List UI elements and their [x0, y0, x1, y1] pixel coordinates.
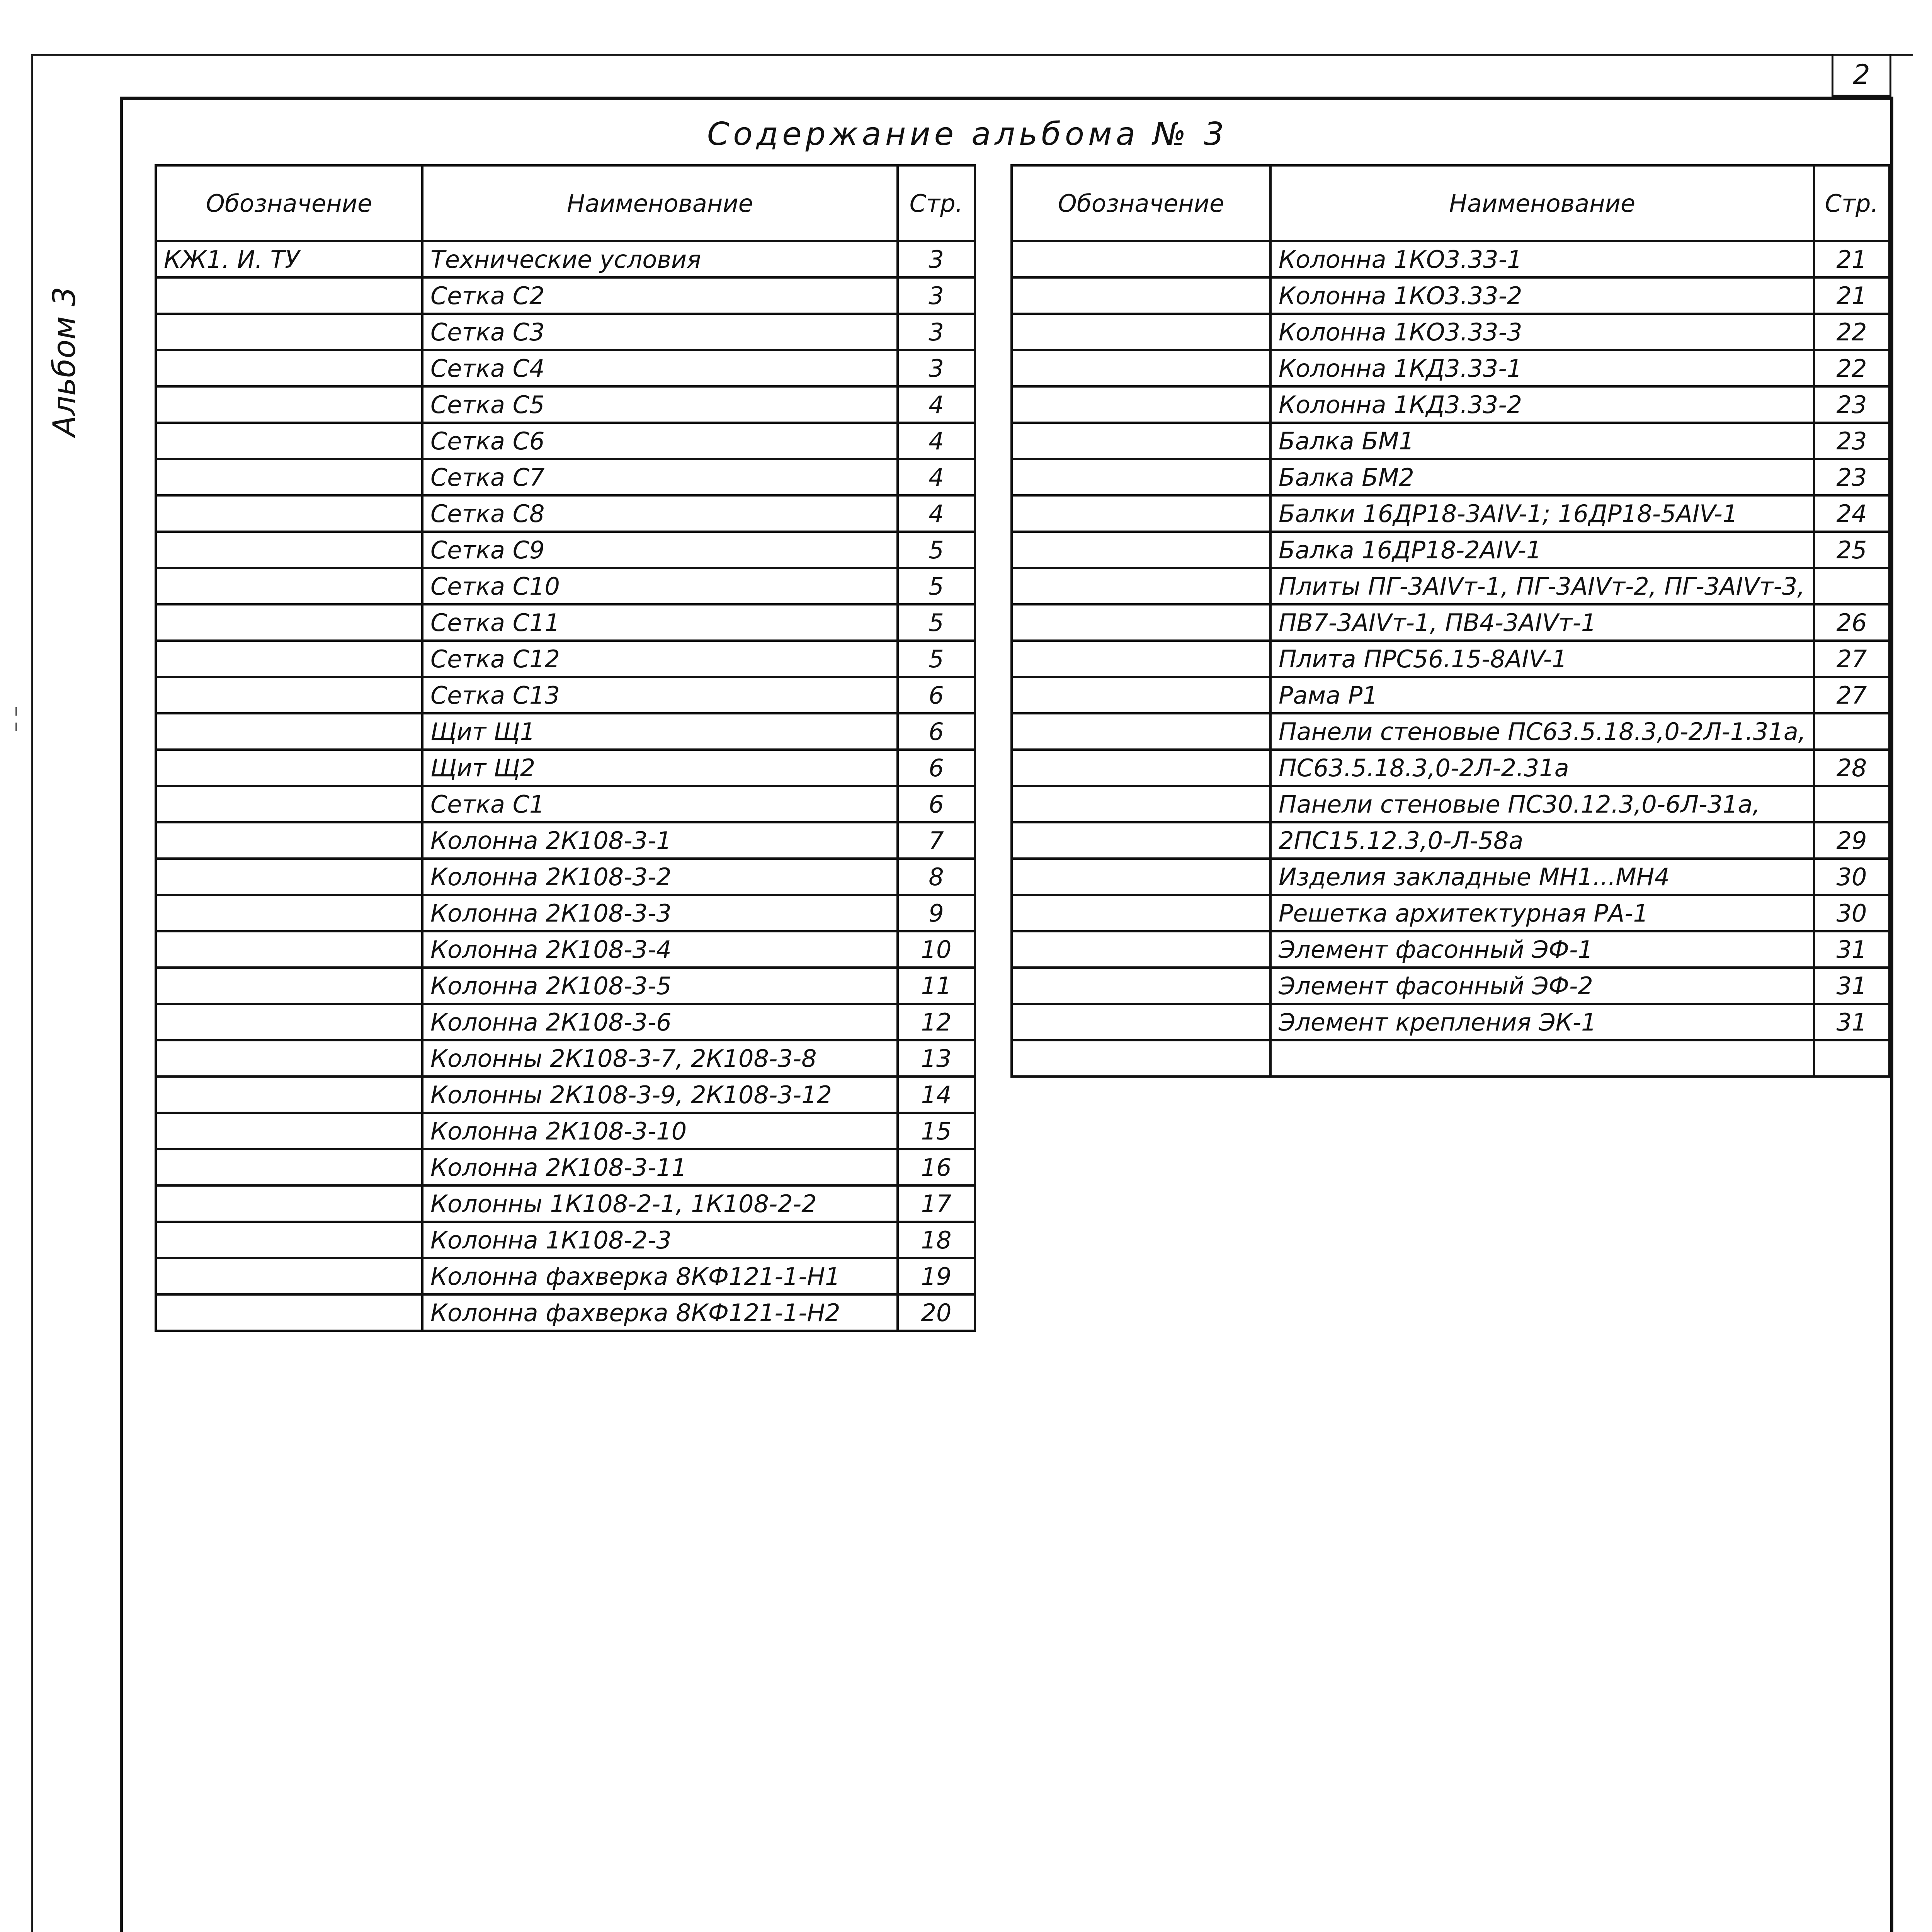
header-name: Наименование: [422, 165, 898, 241]
table-row: [156, 895, 975, 931]
cell-name: Рама Р1: [1270, 677, 1814, 713]
cell-page: 10: [898, 931, 975, 968]
cell-designation: [156, 423, 422, 459]
cell-designation: [156, 1222, 422, 1258]
cell-name: Панели стеновые ПС63.5.18.3,0-2Л-1.31а,: [1270, 713, 1814, 750]
table-row: [156, 1185, 975, 1222]
cell-page: 19: [898, 1258, 975, 1294]
cell-designation: [1012, 1004, 1270, 1040]
toc-table-right: [1010, 164, 1891, 1078]
cell-page: 31: [1814, 931, 1889, 968]
table-row: [156, 1113, 975, 1149]
table-row: [156, 350, 975, 386]
cell-designation: [156, 1149, 422, 1185]
cell-name: Плиты ПГ-3АIVт-1, ПГ-3АIVт-2, ПГ-3АIVт-3,: [1270, 568, 1814, 604]
cell-page: 18: [898, 1222, 975, 1258]
table-row: [156, 604, 975, 641]
cell-designation: [156, 277, 422, 314]
cell-page: 5: [898, 532, 975, 568]
cell-designation: [156, 786, 422, 822]
table-row: [1012, 277, 1889, 314]
cell-name: Сетка С3: [422, 314, 898, 350]
cell-page: 4: [898, 459, 975, 495]
cell-page: 6: [898, 713, 975, 750]
cell-name: Технические условия: [422, 241, 898, 277]
cell-page: 31: [1814, 1004, 1889, 1040]
cell-name: Элемент крепления ЭК-1: [1270, 1004, 1814, 1040]
cell-name: 2ПС15.12.3,0-Л-58а: [1270, 822, 1814, 859]
table-row: [156, 822, 975, 859]
table-row: [156, 677, 975, 713]
cell-name: Сетка С6: [422, 423, 898, 459]
table-row: [1012, 677, 1889, 713]
cell-page: 5: [898, 568, 975, 604]
table-row: [156, 1077, 975, 1113]
table-row: [1012, 495, 1889, 532]
cell-page: 30: [1814, 859, 1889, 895]
cell-designation: [156, 677, 422, 713]
cell-designation: [1012, 350, 1270, 386]
table-row: [1012, 604, 1889, 641]
cell-designation: [1012, 641, 1270, 677]
table-row: [1012, 459, 1889, 495]
cell-designation: [156, 750, 422, 786]
table-row: [156, 1040, 975, 1077]
cell-page: 3: [898, 350, 975, 386]
cell-designation: [156, 495, 422, 532]
cell-name: Балка БМ2: [1270, 459, 1814, 495]
cell-designation: [156, 713, 422, 750]
cell-page: 15: [898, 1113, 975, 1149]
cell-name: Колонна 2К108-3-1: [422, 822, 898, 859]
cell-page: 16: [898, 1149, 975, 1185]
table-row: [156, 641, 975, 677]
cell-name: Сетка С4: [422, 350, 898, 386]
table-row: [156, 859, 975, 895]
table-row: [1012, 931, 1889, 968]
cell-name: Сетка С8: [422, 495, 898, 532]
cell-designation: [156, 1258, 422, 1294]
cell-name: Колонна 2К108-3-4: [422, 931, 898, 968]
cell-name: Колонны 2К108-3-9, 2К108-3-12: [422, 1077, 898, 1113]
cell-page: 30: [1814, 895, 1889, 931]
cell-name: Колонна 2К108-3-11: [422, 1149, 898, 1185]
cell-name: Колонна 2К108-3-3: [422, 895, 898, 931]
cell-name: Сетка С11: [422, 604, 898, 641]
cell-designation: [156, 459, 422, 495]
cell-designation: [156, 1077, 422, 1113]
cell-page: 20: [898, 1294, 975, 1331]
cell-designation: [156, 895, 422, 931]
cell-designation: [1012, 859, 1270, 895]
cell-name: Сетка С12: [422, 641, 898, 677]
table-row: [156, 423, 975, 459]
table-row: [1012, 532, 1889, 568]
cell-designation: [1012, 968, 1270, 1004]
table-row: [156, 750, 975, 786]
cell-designation: [156, 1185, 422, 1222]
cell-name: Колонна 1КД3.33-1: [1270, 350, 1814, 386]
cell-designation: [1012, 423, 1270, 459]
table-row: [156, 495, 975, 532]
table-row: [1012, 641, 1889, 677]
cell-page: [1814, 786, 1889, 822]
table-row: [1012, 423, 1889, 459]
page-title: Содержание альбома № 3: [707, 116, 1228, 153]
cell-designation: [1012, 459, 1270, 495]
table-row: [156, 386, 975, 423]
cell-designation: [1012, 241, 1270, 277]
cell-page: 6: [898, 750, 975, 786]
cell-designation: [156, 386, 422, 423]
page-number: 2: [1832, 54, 1891, 97]
cell-name: Колонна 1КО3.33-1: [1270, 241, 1814, 277]
table-row: [1012, 568, 1889, 604]
cell-page: 29: [1814, 822, 1889, 859]
cell-page: [1814, 1040, 1889, 1077]
cell-designation: [1012, 822, 1270, 859]
cell-name: Решетка архитектурная РА-1: [1270, 895, 1814, 931]
table-row: [1012, 314, 1889, 350]
margin-tick: [15, 707, 17, 716]
table-row: [1012, 822, 1889, 859]
cell-designation: [156, 641, 422, 677]
cell-name: Колонна 2К108-3-2: [422, 859, 898, 895]
cell-name: Плита ПРС56.15-8АIV-1: [1270, 641, 1814, 677]
cell-page: 17: [898, 1185, 975, 1222]
cell-page: 21: [1814, 277, 1889, 314]
cell-page: 7: [898, 822, 975, 859]
cell-name: Колонны 1К108-2-1, 1К108-2-2: [422, 1185, 898, 1222]
cell-designation: [156, 568, 422, 604]
margin-tick: [15, 723, 17, 731]
table-row: [156, 1004, 975, 1040]
cell-page: [1814, 568, 1889, 604]
cell-page: 26: [1814, 604, 1889, 641]
cell-name: Колонна 1КО3.33-2: [1270, 277, 1814, 314]
cell-name: Колонны 2К108-3-7, 2К108-3-8: [422, 1040, 898, 1077]
cell-designation: [1012, 604, 1270, 641]
table-row: [1012, 350, 1889, 386]
cell-page: 12: [898, 1004, 975, 1040]
cell-page: 5: [898, 604, 975, 641]
header-name: Наименование: [1270, 165, 1814, 241]
table-row: [1012, 786, 1889, 822]
cell-designation: [156, 350, 422, 386]
table-row: [1012, 713, 1889, 750]
table-row: [156, 532, 975, 568]
cell-name: ПВ7-3АIVт-1, ПВ4-3АIVт-1: [1270, 604, 1814, 641]
cell-name: Сетка С7: [422, 459, 898, 495]
cell-designation: [1012, 786, 1270, 822]
cell-name: Сетка С13: [422, 677, 898, 713]
cell-name: Сетка С10: [422, 568, 898, 604]
cell-page: 27: [1814, 641, 1889, 677]
cell-page: 6: [898, 786, 975, 822]
cell-name: Элемент фасонный ЭФ-2: [1270, 968, 1814, 1004]
cell-name: Элемент фасонный ЭФ-1: [1270, 931, 1814, 968]
cell-name: Колонна 2К108-3-6: [422, 1004, 898, 1040]
cell-name: Сетка С2: [422, 277, 898, 314]
table-row: [156, 1258, 975, 1294]
cell-page: 9: [898, 895, 975, 931]
cell-page: 13: [898, 1040, 975, 1077]
cell-name: Изделия закладные МН1...МН4: [1270, 859, 1814, 895]
cell-name: Балки 16ДР18-3АIV-1; 16ДР18-5АIV-1: [1270, 495, 1814, 532]
cell-name: Панели стеновые ПС30.12.3,0-6Л-31а,: [1270, 786, 1814, 822]
table-row: [156, 1149, 975, 1185]
cell-page: 25: [1814, 532, 1889, 568]
cell-name: Колонна 1КО3.33-3: [1270, 314, 1814, 350]
cell-designation: [1012, 931, 1270, 968]
cell-page: 3: [898, 277, 975, 314]
table-row: [1012, 1040, 1889, 1077]
cell-designation: [156, 1004, 422, 1040]
table-row: [1012, 859, 1889, 895]
table-row: [1012, 386, 1889, 423]
table-row: [156, 1294, 975, 1331]
cell-designation: [1012, 532, 1270, 568]
cell-page: 23: [1814, 423, 1889, 459]
cell-page: 24: [1814, 495, 1889, 532]
table-row: [1012, 241, 1889, 277]
cell-name: Колонна 2К108-3-10: [422, 1113, 898, 1149]
cell-name: Щит Щ2: [422, 750, 898, 786]
cell-name: Сетка С5: [422, 386, 898, 423]
cell-designation: [156, 822, 422, 859]
cell-name: Колонна 1КД3.33-2: [1270, 386, 1814, 423]
table-row: [156, 931, 975, 968]
cell-page: 3: [898, 314, 975, 350]
cell-name: Щит Щ1: [422, 713, 898, 750]
cell-designation: [1012, 314, 1270, 350]
cell-designation: [1012, 495, 1270, 532]
table-row: [1012, 968, 1889, 1004]
cell-page: 22: [1814, 314, 1889, 350]
cell-page: 4: [898, 386, 975, 423]
cell-designation: [156, 604, 422, 641]
cell-designation: [1012, 568, 1270, 604]
cell-designation: КЖ1. И. ТУ: [156, 241, 422, 277]
cell-page: 6: [898, 677, 975, 713]
cell-designation: [1012, 677, 1270, 713]
cell-page: 31: [1814, 968, 1889, 1004]
album-side-label: Альбом 3: [46, 287, 82, 437]
table-row: [156, 968, 975, 1004]
table-row: [156, 713, 975, 750]
header-page: Стр.: [1814, 165, 1889, 241]
cell-designation: [156, 968, 422, 1004]
cell-designation: [156, 859, 422, 895]
table-row: [156, 568, 975, 604]
cell-name: [1270, 1040, 1814, 1077]
cell-page: 4: [898, 495, 975, 532]
cell-name: Колонна фахверка 8КФ121-1-Н2: [422, 1294, 898, 1331]
cell-designation: [156, 532, 422, 568]
cell-page: 23: [1814, 386, 1889, 423]
header-designation: Обозначение: [156, 165, 422, 241]
cell-page: 28: [1814, 750, 1889, 786]
cell-page: 3: [898, 241, 975, 277]
cell-page: 11: [898, 968, 975, 1004]
table-row: [156, 786, 975, 822]
cell-designation: [156, 1113, 422, 1149]
table-row: [1012, 1004, 1889, 1040]
cell-page: 14: [898, 1077, 975, 1113]
cell-page: 21: [1814, 241, 1889, 277]
cell-name: ПС63.5.18.3,0-2Л-2.31а: [1270, 750, 1814, 786]
cell-page: 4: [898, 423, 975, 459]
header-designation: Обозначение: [1012, 165, 1270, 241]
table-row: [156, 459, 975, 495]
cell-designation: [1012, 277, 1270, 314]
cell-designation: [1012, 895, 1270, 931]
cell-page: 23: [1814, 459, 1889, 495]
cell-page: 5: [898, 641, 975, 677]
cell-page: 8: [898, 859, 975, 895]
table-row: [156, 1222, 975, 1258]
cell-name: Балка БМ1: [1270, 423, 1814, 459]
header-page: Стр.: [898, 165, 975, 241]
cell-name: Сетка С1: [422, 786, 898, 822]
cell-name: Сетка С9: [422, 532, 898, 568]
table-row: [156, 277, 975, 314]
table-row: [1012, 750, 1889, 786]
cell-page: [1814, 713, 1889, 750]
cell-designation: [1012, 713, 1270, 750]
cell-name: Колонна 2К108-3-5: [422, 968, 898, 1004]
toc-table-left: [155, 164, 976, 1332]
table-row: [1012, 895, 1889, 931]
cell-designation: [156, 931, 422, 968]
cell-designation: [156, 1040, 422, 1077]
table-row: [156, 241, 975, 277]
cell-designation: [156, 314, 422, 350]
cell-designation: [1012, 1040, 1270, 1077]
cell-page: 27: [1814, 677, 1889, 713]
cell-page: 22: [1814, 350, 1889, 386]
cell-designation: [1012, 750, 1270, 786]
table-header-row: [1012, 165, 1889, 241]
cell-designation: [1012, 386, 1270, 423]
cell-designation: [156, 1294, 422, 1331]
cell-name: Колонна 1К108-2-3: [422, 1222, 898, 1258]
table-header-row: [156, 165, 975, 241]
cell-name: Колонна фахверка 8КФ121-1-Н1: [422, 1258, 898, 1294]
table-row: [156, 314, 975, 350]
cell-name: Балка 16ДР18-2АIV-1: [1270, 532, 1814, 568]
